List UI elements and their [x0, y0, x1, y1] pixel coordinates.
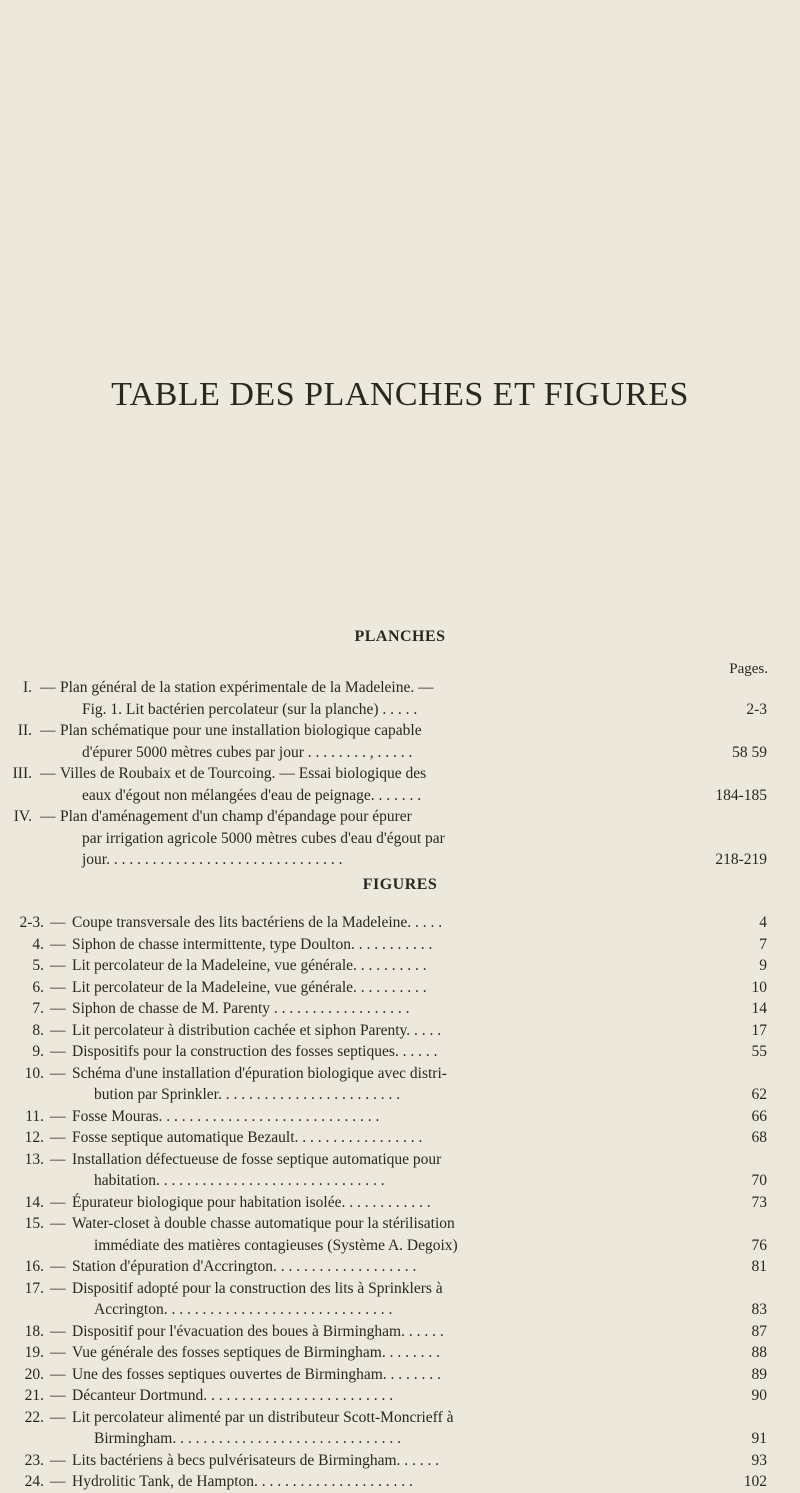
plate-description-line [60, 699, 767, 721]
line-text: Siphon de chasse intermittente, type Doulton. . . . . . . . . . . [72, 935, 433, 953]
figure-page-number: 17 [751, 1021, 767, 1039]
entry-dash: — [50, 1258, 66, 1275]
figure-description [72, 1127, 767, 1149]
pages-column-label: Pages. [729, 661, 768, 677]
line-text: Lit percolateur alimenté par un distributeur Scott-Moncrieff à [72, 1408, 454, 1426]
figure-number: 16. [24, 1258, 44, 1275]
figure-description [72, 1471, 767, 1493]
entry-dash: — [50, 1129, 66, 1146]
entry-dash: — [50, 1322, 66, 1340]
figure-description-line [72, 934, 767, 956]
line-text: Accrington. . . . . . . . . . . . . . . . . . . . . . . . . . . . . . [94, 1301, 393, 1318]
figure-number: 2-3. [19, 914, 44, 931]
plate-description [60, 806, 767, 871]
figure-page-number: 9 [759, 957, 767, 974]
figure-description-line [72, 1364, 767, 1386]
line-text: Dispositifs pour la construction des fosses septiques. . . . . . [72, 1043, 438, 1060]
line-text: Station d'épuration d'Accrington. . . . . . . . . . . . . . . . . . . [72, 1258, 417, 1275]
figure-page-number: 7 [759, 935, 767, 953]
plate-description-line [60, 763, 712, 785]
line-text: Coupe transversale des lits bactériens de la Madeleine. . . . . [72, 914, 443, 931]
figure-description-line [72, 1278, 712, 1300]
entry-dash: — [40, 808, 56, 825]
figure-page-number: 73 [751, 1193, 767, 1211]
figure-description [72, 1192, 767, 1214]
figure-number: 17. [24, 1279, 44, 1297]
entry-dash: — [50, 1344, 66, 1361]
figure-description [72, 955, 767, 977]
line-text: Dispositif adopté pour la construction des lits à Sprinklers à [72, 1279, 443, 1297]
line-text: jour. . . . . . . . . . . . . . . . . . . . . . . . . . . . . . . [82, 851, 343, 868]
line-text: Schéma d'une installation d'épuration biologique avec distri- [72, 1064, 447, 1082]
entry-dash: — [50, 1408, 66, 1426]
plate-description-line [60, 720, 712, 742]
figure-page-number: 68 [751, 1129, 767, 1146]
line-text: Dispositif pour l'évacuation des boues à Birmingham. . . . . . [72, 1322, 444, 1340]
plate-description [60, 763, 767, 806]
figure-page-number: 89 [751, 1365, 767, 1383]
figure-description-line [72, 1235, 767, 1257]
figure-description-line [72, 1450, 767, 1472]
line-text: immédiate des matières contagieuses (Système A. Degoix) [94, 1236, 458, 1254]
figure-page-number: 83 [751, 1301, 767, 1318]
plate-description-line [60, 806, 712, 828]
figure-description-line [72, 912, 767, 934]
figures-heading: FIGURES [362, 876, 438, 893]
line-text: Décanteur Dortmund. . . . . . . . . . . . . . . . . . . . . . . . . [72, 1387, 394, 1404]
entry-dash: — [50, 1000, 66, 1017]
figure-number: 5. [32, 957, 44, 974]
entry-dash: — [50, 1021, 66, 1039]
entry-dash: — [50, 1107, 66, 1125]
line-text: Water-closet à double chasse automatique pour la stérilisation [72, 1215, 455, 1232]
plate-description [60, 677, 767, 720]
line-text: bution par Sprinkler. . . . . . . . . . . . . . . . . . . . . . . . [94, 1086, 401, 1103]
line-text: Une des fosses septiques ouvertes de Birmingham. . . . . . . . [72, 1365, 441, 1383]
figure-number: 13. [24, 1150, 44, 1168]
figure-page-number: 76 [751, 1236, 767, 1254]
figure-number: 18. [24, 1322, 44, 1340]
figure-description-line [72, 1041, 767, 1063]
figure-description [72, 1450, 767, 1472]
entry-dash: — [50, 1215, 66, 1232]
figure-description [72, 934, 767, 956]
entry-dash: — [50, 1473, 66, 1490]
entry-dash: — [50, 1365, 66, 1383]
line-text: Épurateur biologique pour habitation isolée. . . . . . . . . . . . [72, 1193, 431, 1211]
plate-page-number: 58 59 [732, 743, 767, 761]
figure-page-number: 66 [751, 1107, 767, 1125]
plate-description [60, 720, 767, 763]
figure-description-line [72, 1256, 767, 1278]
entry-dash: — [50, 1193, 66, 1211]
figure-description [72, 1407, 767, 1450]
figure-description [72, 1020, 767, 1042]
figure-page-number: 87 [751, 1322, 767, 1340]
entry-dash: — [50, 1043, 66, 1060]
figure-description [72, 998, 767, 1020]
figure-description-line [72, 1020, 767, 1042]
line-text: Lit percolateur de la Madeleine, vue générale. . . . . . . . . . [72, 957, 427, 974]
figure-number: 22. [24, 1408, 44, 1426]
plate-description-line [60, 785, 767, 807]
figure-description-line [72, 1170, 767, 1192]
entry-dash: — [50, 914, 66, 931]
figure-page-number: 93 [751, 1451, 767, 1469]
entry-dash: — [50, 935, 66, 953]
entry-dash: — [40, 722, 56, 739]
line-text: Fig. 1. Lit bactérien percolateur (sur la planche) . . . . . [82, 700, 418, 718]
figure-number: 19. [24, 1344, 44, 1361]
plate-description-line [60, 828, 712, 850]
entry-dash: — [50, 1150, 66, 1168]
figure-number: 23. [24, 1451, 44, 1469]
figure-description-line [72, 1385, 767, 1407]
figure-description-line [72, 1084, 767, 1106]
figure-description-line [72, 1192, 767, 1214]
figure-number: 8. [32, 1021, 44, 1039]
line-text: Plan général de la station expérimentale de la Madeleine. — [60, 679, 434, 696]
figure-description [72, 1041, 767, 1063]
figure-description-line [72, 998, 767, 1020]
entry-dash: — [40, 765, 56, 782]
figure-number: 20. [24, 1365, 44, 1383]
figure-description-line [72, 1149, 712, 1171]
plate-description-line [60, 849, 767, 871]
figure-description-line [72, 1321, 767, 1343]
figure-number: 4. [32, 935, 44, 953]
entry-dash: — [50, 978, 66, 996]
figure-description [72, 912, 767, 934]
line-text: Lit percolateur à distribution cachée et siphon Parenty. . . . . [72, 1021, 442, 1039]
entry-dash: — [50, 957, 66, 974]
figure-number: 11. [25, 1107, 44, 1125]
figure-number: 7. [32, 1000, 44, 1017]
line-text: Siphon de chasse de M. Parenty . . . . . . . . . . . . . . . . . . [72, 1000, 410, 1017]
figure-description-line [72, 1428, 767, 1450]
figure-page-number: 62 [751, 1086, 767, 1103]
line-text: eaux d'égout non mélangées d'eau de peignage. . . . . . . [82, 786, 422, 804]
figure-number: 9. [32, 1043, 44, 1060]
figure-number: 15. [24, 1215, 44, 1232]
figure-description-line [72, 1127, 767, 1149]
figure-description [72, 1149, 767, 1192]
figure-description-line [72, 955, 767, 977]
figure-description-line [72, 1407, 712, 1429]
figure-number: 21. [24, 1387, 44, 1404]
figure-description [72, 1278, 767, 1321]
plate-number: III. [12, 765, 32, 782]
line-text: Plan schématique pour une installation biologique capable [60, 722, 422, 739]
line-text: Plan d'aménagement d'un champ d'épandage pour épurer [60, 808, 412, 825]
line-text: Hydrolitic Tank, de Hampton. . . . . . . . . . . . . . . . . . . . . [72, 1473, 413, 1490]
entry-dash: — [50, 1451, 66, 1469]
figure-description [72, 1321, 767, 1343]
figure-number: 12. [24, 1129, 44, 1146]
line-text: Fosse Mouras. . . . . . . . . . . . . . . . . . . . . . . . . . . . . [72, 1107, 380, 1125]
figure-description [72, 1342, 767, 1364]
figure-page-number: 90 [751, 1387, 767, 1404]
figure-description-line [72, 1471, 767, 1493]
figure-page-number: 14 [751, 1000, 767, 1017]
line-text: d'épurer 5000 mètres cubes par jour . . . . . . . . , . . . . . [82, 743, 413, 761]
figure-page-number: 102 [743, 1473, 767, 1490]
figure-description [72, 1063, 767, 1106]
figure-description-line [72, 1106, 767, 1128]
figure-description [72, 1213, 767, 1256]
line-text: habitation. . . . . . . . . . . . . . . . . . . . . . . . . . . . . . [94, 1172, 385, 1189]
line-text: Lit percolateur de la Madeleine, vue générale. . . . . . . . . . [72, 978, 427, 996]
figure-description [72, 1385, 767, 1407]
plate-page-number: 2-3 [746, 700, 767, 718]
figure-number: 24. [24, 1473, 44, 1490]
plate-number: I. [22, 679, 32, 696]
figure-description [72, 1106, 767, 1128]
figure-description [72, 977, 767, 999]
figure-page-number: 91 [751, 1430, 767, 1447]
figure-number: 6. [32, 978, 44, 996]
figure-description-line [72, 1299, 767, 1321]
line-text: Fosse septique automatique Bezault. . . . . . . . . . . . . . . . . [72, 1129, 423, 1146]
line-text: par irrigation agricole 5000 mètres cubes d'eau d'égout par [82, 829, 445, 847]
line-text: Villes de Roubaix et de Tourcoing. — Essai biologique des [60, 765, 427, 782]
figure-description-line [72, 1063, 712, 1085]
page-title: TABLE DES PLANCHES ET FIGURES [111, 376, 689, 413]
figure-description [72, 1256, 767, 1278]
figure-description-line [72, 1213, 712, 1235]
line-text: Birmingham. . . . . . . . . . . . . . . . . . . . . . . . . . . . . . [94, 1430, 401, 1447]
plate-number: II. [17, 722, 32, 739]
plate-page-number: 218-219 [715, 851, 767, 868]
figure-page-number: 70 [751, 1172, 767, 1189]
plate-description-line [60, 677, 712, 699]
plate-description-line [60, 742, 767, 764]
figure-page-number: 81 [751, 1258, 767, 1275]
figure-number: 14. [24, 1193, 44, 1211]
plates-heading: PLANCHES [354, 628, 446, 645]
entry-dash: — [50, 1279, 66, 1297]
line-text: Lits bactériens à becs pulvérisateurs de Birmingham. . . . . . [72, 1451, 440, 1469]
entry-dash: — [50, 1387, 66, 1404]
figure-description [72, 1364, 767, 1386]
entry-dash: — [40, 679, 56, 696]
plate-number: IV. [13, 808, 32, 825]
figure-description-line [72, 1342, 767, 1364]
figure-page-number: 10 [751, 978, 767, 996]
figure-description-line [72, 977, 767, 999]
figure-number: 10. [24, 1064, 44, 1082]
figure-page-number: 4 [759, 914, 767, 931]
line-text: Installation défectueuse de fosse septique automatique pour [72, 1150, 442, 1168]
plate-page-number: 184-185 [715, 786, 767, 804]
figure-page-number: 88 [751, 1344, 767, 1361]
figure-page-number: 55 [751, 1043, 767, 1060]
entry-dash: — [50, 1064, 66, 1082]
line-text: Vue générale des fosses septiques de Birmingham. . . . . . . . [72, 1344, 440, 1361]
